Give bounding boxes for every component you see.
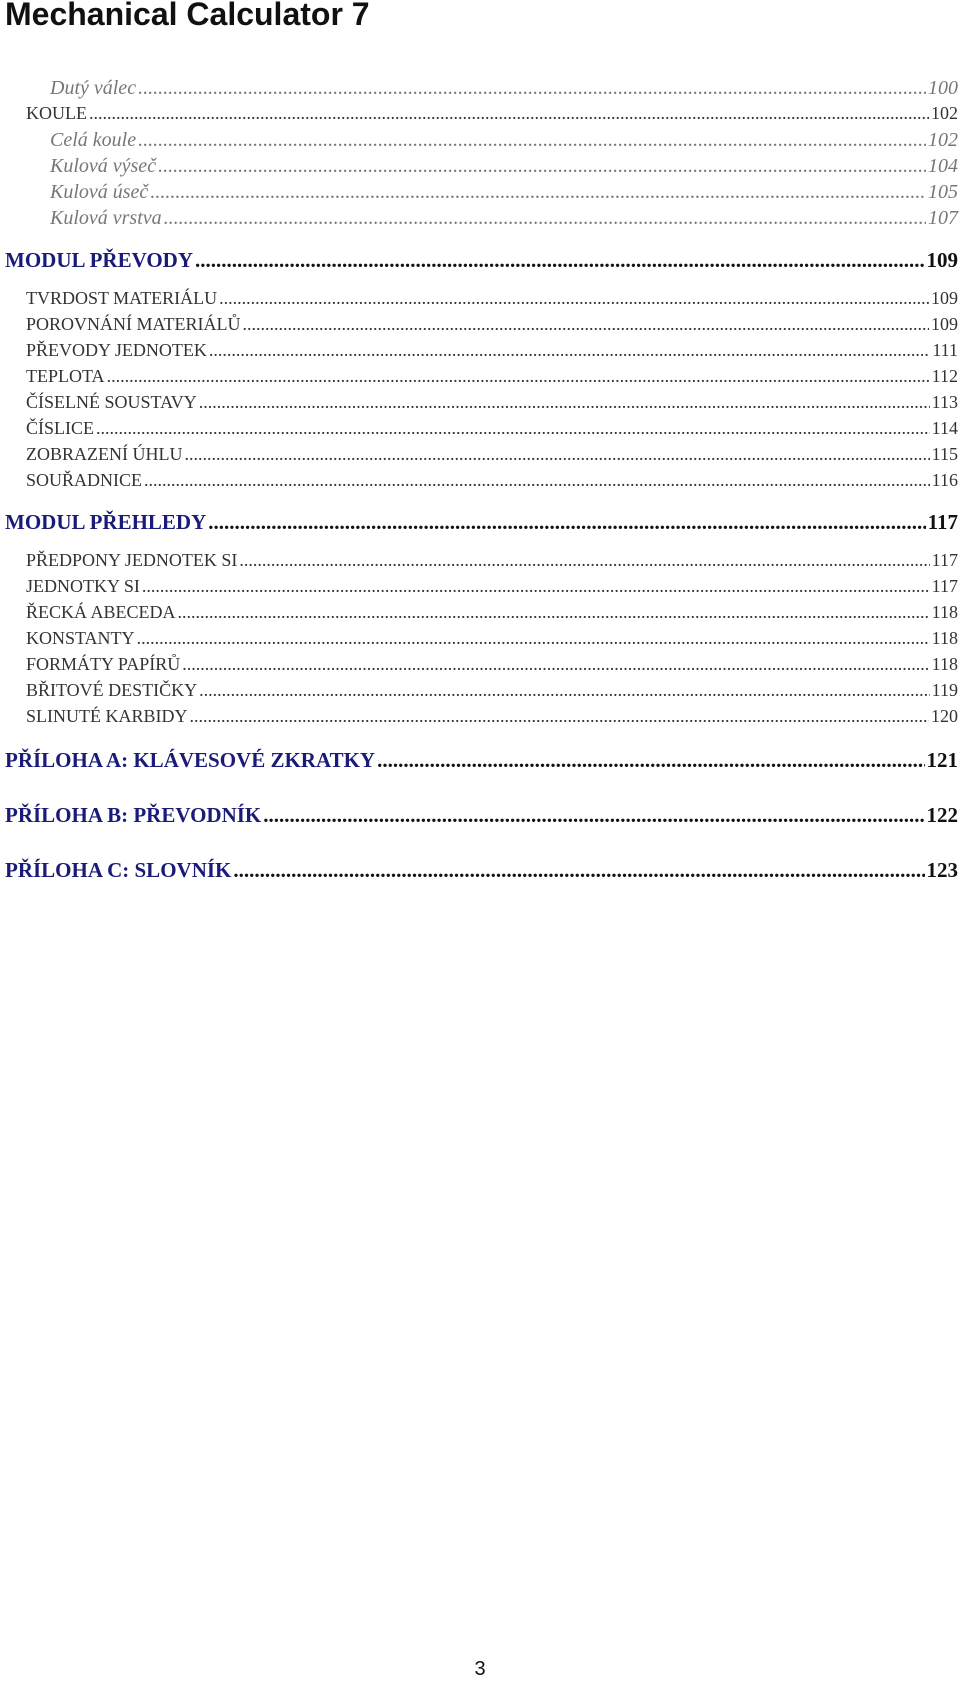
- toc-chapter-label: MODUL PŘEVODY: [5, 248, 193, 272]
- toc-entry-label: PŘEDPONY JEDNOTEK SI: [26, 550, 238, 570]
- toc-entry[interactable]: [26, 706, 958, 727]
- toc-entry[interactable]: [26, 550, 958, 571]
- toc-chapter[interactable]: [5, 748, 958, 773]
- toc-entry[interactable]: [26, 340, 958, 361]
- toc-entry[interactable]: [50, 155, 958, 178]
- toc-entry[interactable]: [50, 129, 958, 152]
- toc-entry-label: BŘITOVÉ DESTIČKY: [26, 680, 198, 700]
- toc-entry[interactable]: [26, 654, 958, 675]
- toc-entry-label: FORMÁTY PAPÍRŮ: [26, 654, 181, 674]
- toc-chapter[interactable]: [5, 803, 958, 828]
- toc-entry-page: 102: [931, 103, 958, 123]
- toc-entry-label: ČÍSLICE: [26, 418, 95, 438]
- toc-chapter-page: 109: [926, 248, 958, 272]
- toc-entry[interactable]: [26, 366, 958, 387]
- toc-entry-page: 113: [931, 392, 958, 412]
- toc-entry-page: 118: [931, 654, 958, 674]
- toc-chapter-page: 121: [926, 748, 958, 772]
- toc-entry-page: 120: [931, 706, 958, 726]
- toc-entry-label: PŘEVODY JEDNOTEK: [26, 340, 207, 360]
- toc-chapter-label: PŘÍLOHA A: KLÁVESOVÉ ZKRATKY: [5, 748, 376, 772]
- toc-entry[interactable]: [26, 680, 958, 701]
- toc-entry[interactable]: [26, 392, 958, 413]
- toc-entry-page: 109: [931, 314, 958, 334]
- toc-entry[interactable]: [26, 288, 958, 309]
- toc-chapter-page: 123: [926, 858, 958, 882]
- toc-entry-page: 107: [928, 207, 958, 229]
- toc-entry[interactable]: [50, 181, 958, 204]
- toc-entry-page: 104: [928, 155, 958, 177]
- toc-entry-page: 116: [931, 470, 958, 490]
- toc-entry-page: 100: [928, 77, 958, 99]
- toc-entry-label: SOUŘADNICE: [26, 470, 143, 490]
- toc-entry[interactable]: [26, 470, 958, 491]
- toc-entry-page: 102: [928, 129, 958, 151]
- toc-entry-label: SLINUTÉ KARBIDY: [26, 706, 188, 726]
- toc-entry-page: 117: [931, 576, 958, 596]
- toc-entry-page: 105: [928, 181, 958, 203]
- toc-chapter-label: MODUL PŘEHLEDY: [5, 510, 207, 534]
- toc-entry-label: Kulová výseč: [50, 155, 157, 177]
- toc-chapter[interactable]: [5, 510, 958, 535]
- toc-chapter-label: PŘÍLOHA B: PŘEVODNÍK: [5, 803, 262, 827]
- toc-entry[interactable]: [26, 444, 958, 465]
- toc-entry-label: ZOBRAZENÍ ÚHLU: [26, 444, 183, 464]
- page-title: Mechanical Calculator 7: [5, 0, 370, 32]
- toc-entry[interactable]: [26, 602, 958, 623]
- toc-entry-label: POROVNÁNÍ MATERIÁLŮ: [26, 314, 241, 334]
- toc-entry[interactable]: [50, 77, 958, 100]
- toc-entry[interactable]: [26, 628, 958, 649]
- toc-chapter[interactable]: [5, 248, 958, 273]
- toc-entry[interactable]: [50, 207, 958, 230]
- toc-entry-label: KONSTANTY: [26, 628, 135, 648]
- toc-entry-label: ŘECKÁ ABECEDA: [26, 602, 176, 622]
- toc-entry-page: 117: [931, 550, 958, 570]
- page-number: 3: [474, 1658, 486, 1680]
- toc-entry-label: Kulová úseč: [50, 181, 149, 203]
- toc-entry-label: Celá koule: [50, 129, 137, 151]
- toc-entry-page: 114: [931, 418, 958, 438]
- toc-entry-label: TVRDOST MATERIÁLU: [26, 288, 218, 308]
- toc-entry-label: Dutý válec: [50, 77, 137, 99]
- toc-entry[interactable]: [26, 576, 958, 597]
- toc-entry[interactable]: [26, 314, 958, 335]
- toc-chapter[interactable]: [5, 858, 958, 883]
- toc-entry-label: ČÍSELNÉ SOUSTAVY: [26, 392, 197, 412]
- toc-entry-label: TEPLOTA: [26, 366, 105, 386]
- toc-entry-page: 109: [931, 288, 958, 308]
- toc-entry-page: 115: [931, 444, 958, 464]
- toc-entry[interactable]: [26, 103, 958, 124]
- toc-chapter-label: PŘÍLOHA C: SLOVNÍK: [5, 858, 232, 882]
- toc-entry[interactable]: [26, 418, 958, 439]
- toc-entry-label: KOULE: [26, 103, 87, 123]
- toc-entry-page: 118: [931, 628, 958, 648]
- toc-entry-label: Kulová vrstva: [50, 207, 162, 229]
- toc-entry-page: 119: [931, 680, 958, 700]
- toc-entry-page: 118: [931, 602, 958, 622]
- toc-entry-page: 112: [931, 366, 958, 386]
- toc-chapter-page: 122: [926, 803, 958, 827]
- toc-entry-page: 111: [932, 340, 958, 360]
- toc-chapter-page: 117: [927, 510, 958, 534]
- toc-entry-label: JEDNOTKY SI: [26, 576, 140, 596]
